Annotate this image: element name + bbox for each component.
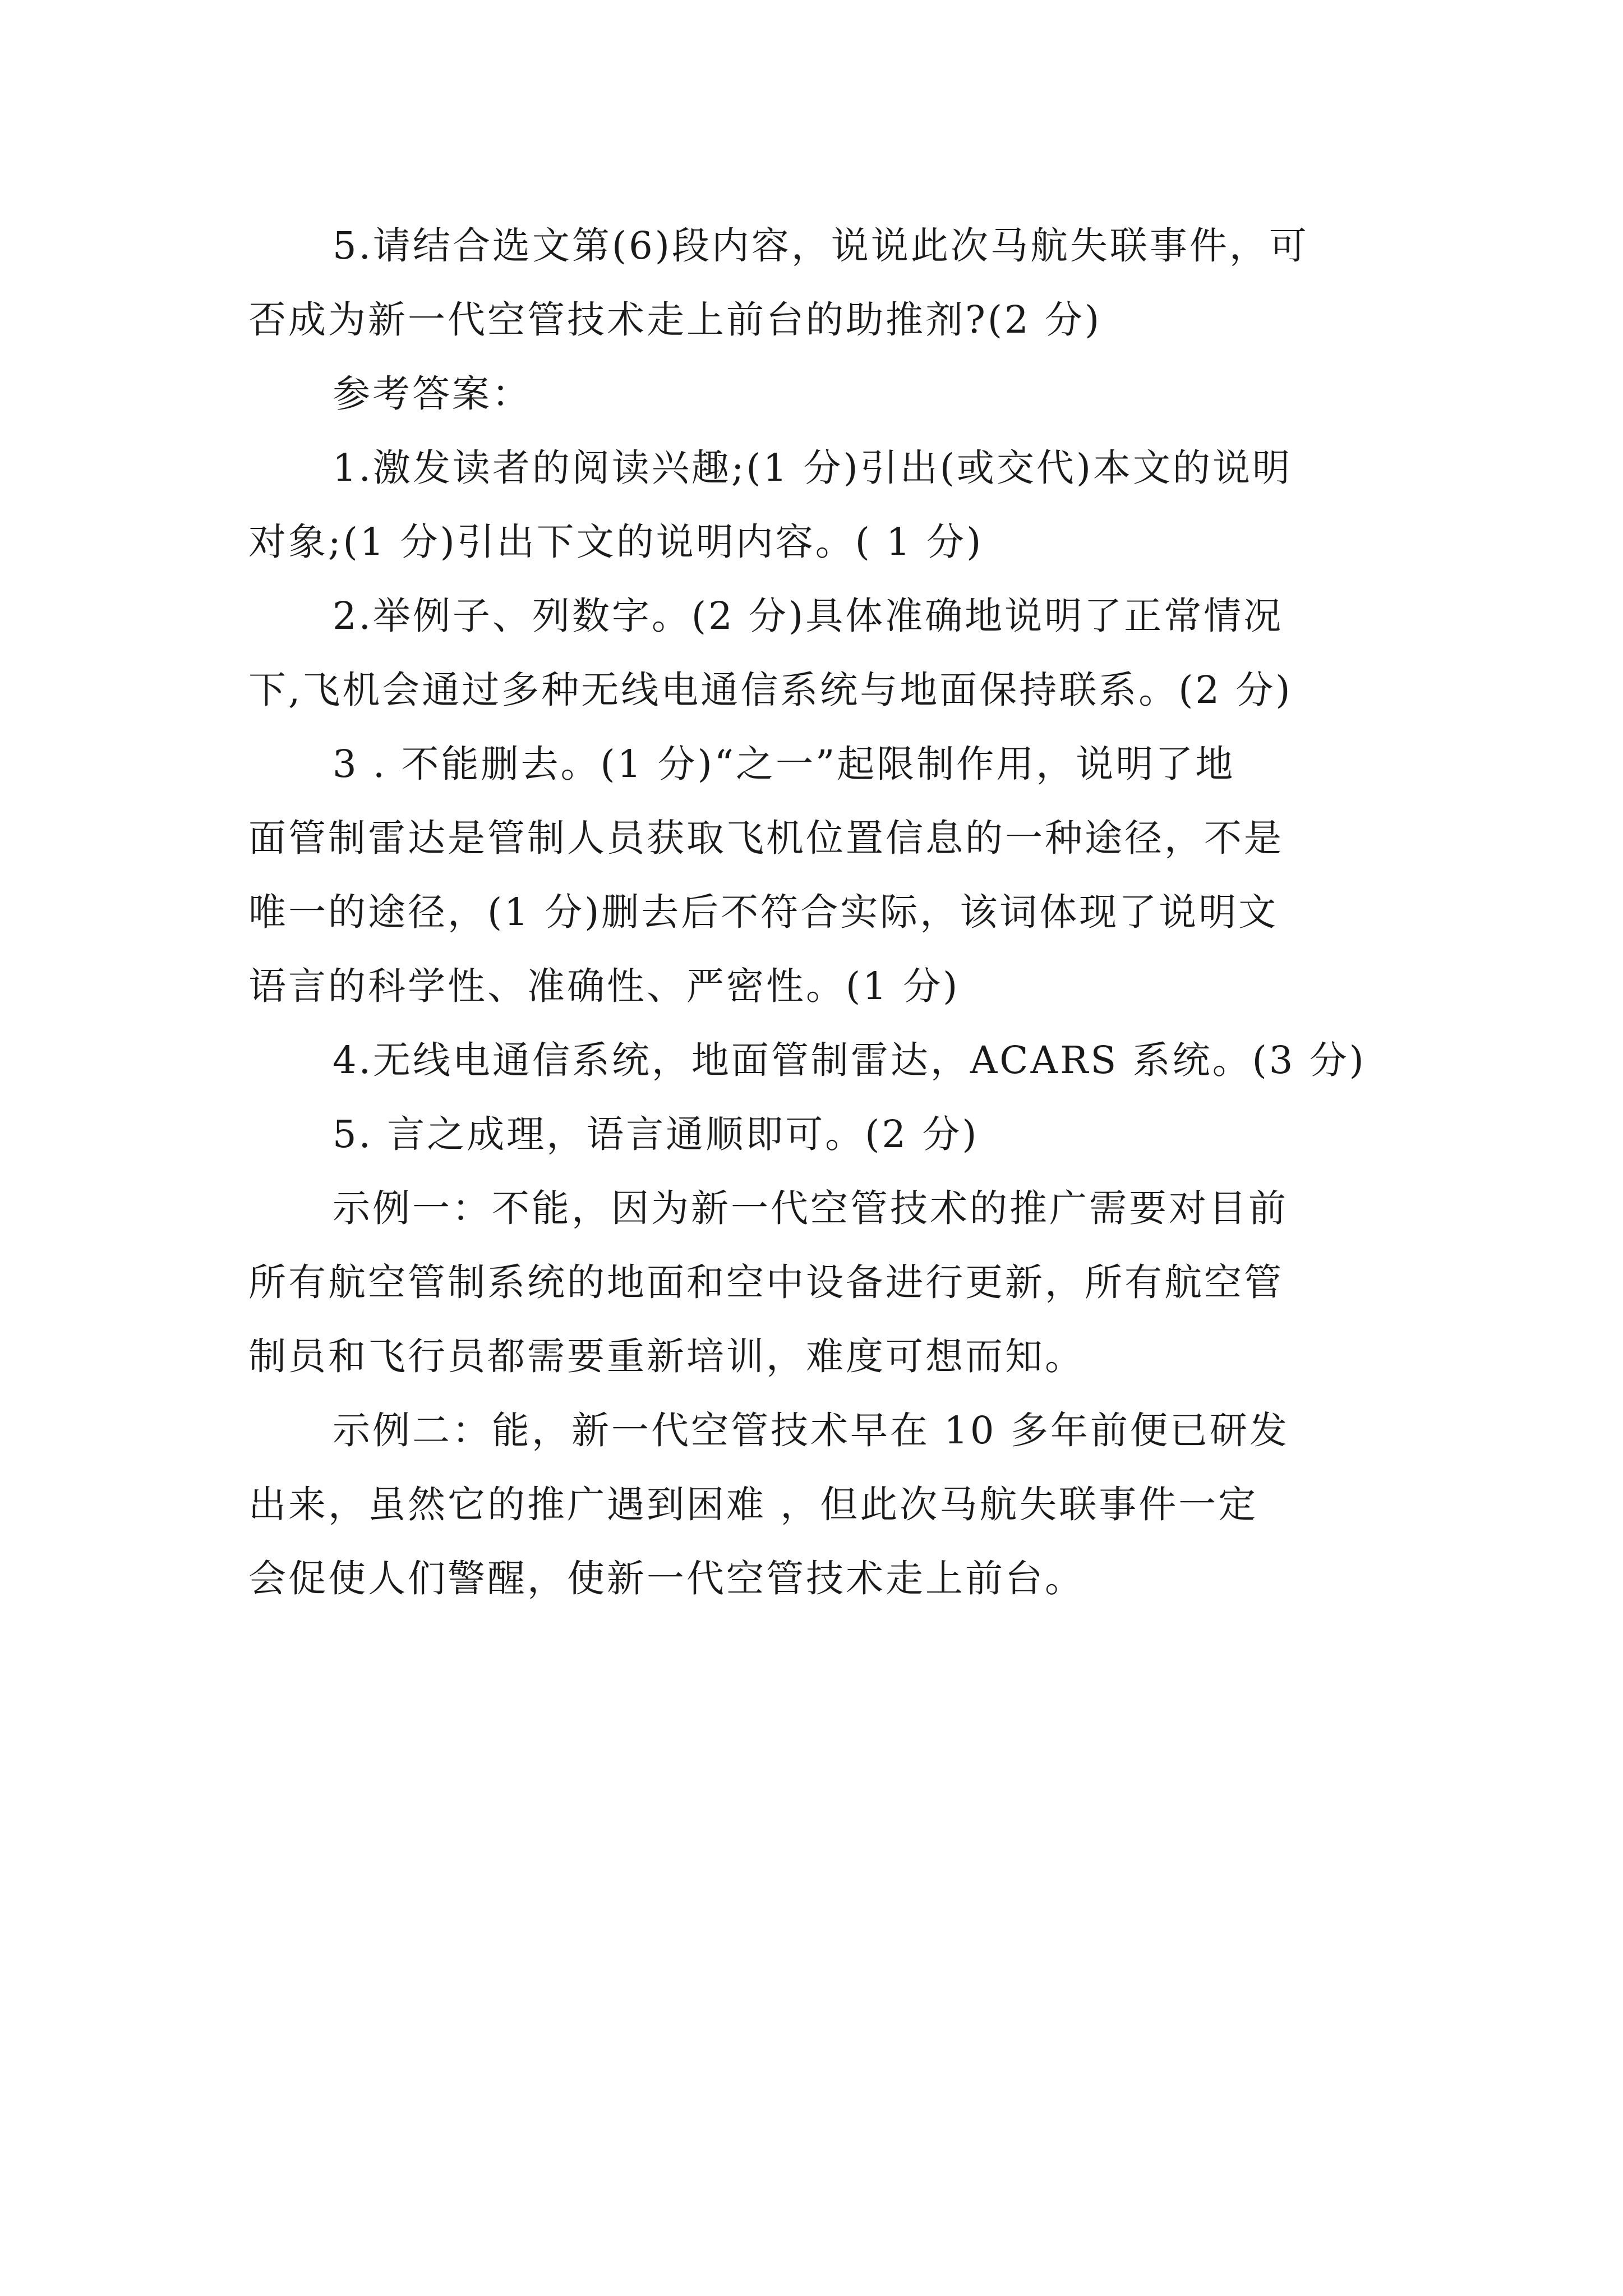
answer-3-line-3: 唯一的途径，(1 分)删去后不符合实际，该词体现了说明文 xyxy=(248,890,1279,934)
example-1-line-1: 示例一：不能，因为新一代空管技术的推广需要对目前 xyxy=(333,1186,1288,1230)
example-2-line-3: 会促使人们警醒，使新一代空管技术走上前台。 xyxy=(248,1557,1085,1600)
answer-3-line-2: 面管制雷达是管制人员获取飞机位置信息的一种途径，不是 xyxy=(248,816,1284,860)
answer-1-line-1: 1.激发读者的阅读兴趣;(1 分)引出(或交代)本文的说明 xyxy=(333,446,1292,490)
answer-3-line-4: 语言的科学性、准确性、严密性。(1 分) xyxy=(248,964,960,1008)
answer-heading-block xyxy=(248,357,1376,431)
answer-4 xyxy=(248,1023,1376,1097)
document-body xyxy=(248,209,1376,1616)
answer-3-line-1: 3 . 不能删去。(1 分)“之一”起限制作用，说明了地 xyxy=(333,742,1235,786)
answer-4-line-1: 4.无线电通信系统，地面管制雷达，ACARS 系统。(3 分) xyxy=(333,1038,1366,1082)
answer-2-line-2: 下,飞机会通过多种无线电通信系统与地面保持联系。(2 分) xyxy=(248,668,1293,712)
example-2 xyxy=(248,1393,1376,1616)
example-1 xyxy=(248,1171,1376,1393)
example-1-line-2: 所有航空管制系统的地面和空中设备进行更新，所有航空管 xyxy=(248,1260,1284,1304)
question-5-line-1: 5.请结合选文第(6)段内容，说说此次马航失联事件，可 xyxy=(333,224,1309,268)
question-5 xyxy=(248,209,1376,357)
answer-heading: 参考答案： xyxy=(333,372,532,416)
answer-5-line-1: 5. 言之成理，语言通顺即可。(2 分) xyxy=(333,1112,979,1156)
answer-1-line-2: 对象;(1 分)引出下文的说明内容。( 1 分) xyxy=(248,520,984,564)
answer-2-line-1: 2.举例子、列数字。(2 分)具体准确地说明了正常情况 xyxy=(333,594,1284,638)
answer-5 xyxy=(248,1097,1376,1171)
example-2-line-1: 示例二：能，新一代空管技术早在 10 多年前便已研发 xyxy=(333,1409,1289,1452)
answer-3 xyxy=(248,727,1376,1023)
answer-2 xyxy=(248,579,1376,727)
answer-1 xyxy=(248,431,1376,579)
example-1-line-3: 制员和飞行员都需要重新培训，难度可想而知。 xyxy=(248,1335,1085,1378)
question-5-line-2: 否成为新一代空管技术走上前台的助推剂?(2 分) xyxy=(248,298,1102,342)
example-2-line-2: 出来，虽然它的推广遇到困难 ，但此次马航失联事件一定 xyxy=(248,1483,1258,1526)
